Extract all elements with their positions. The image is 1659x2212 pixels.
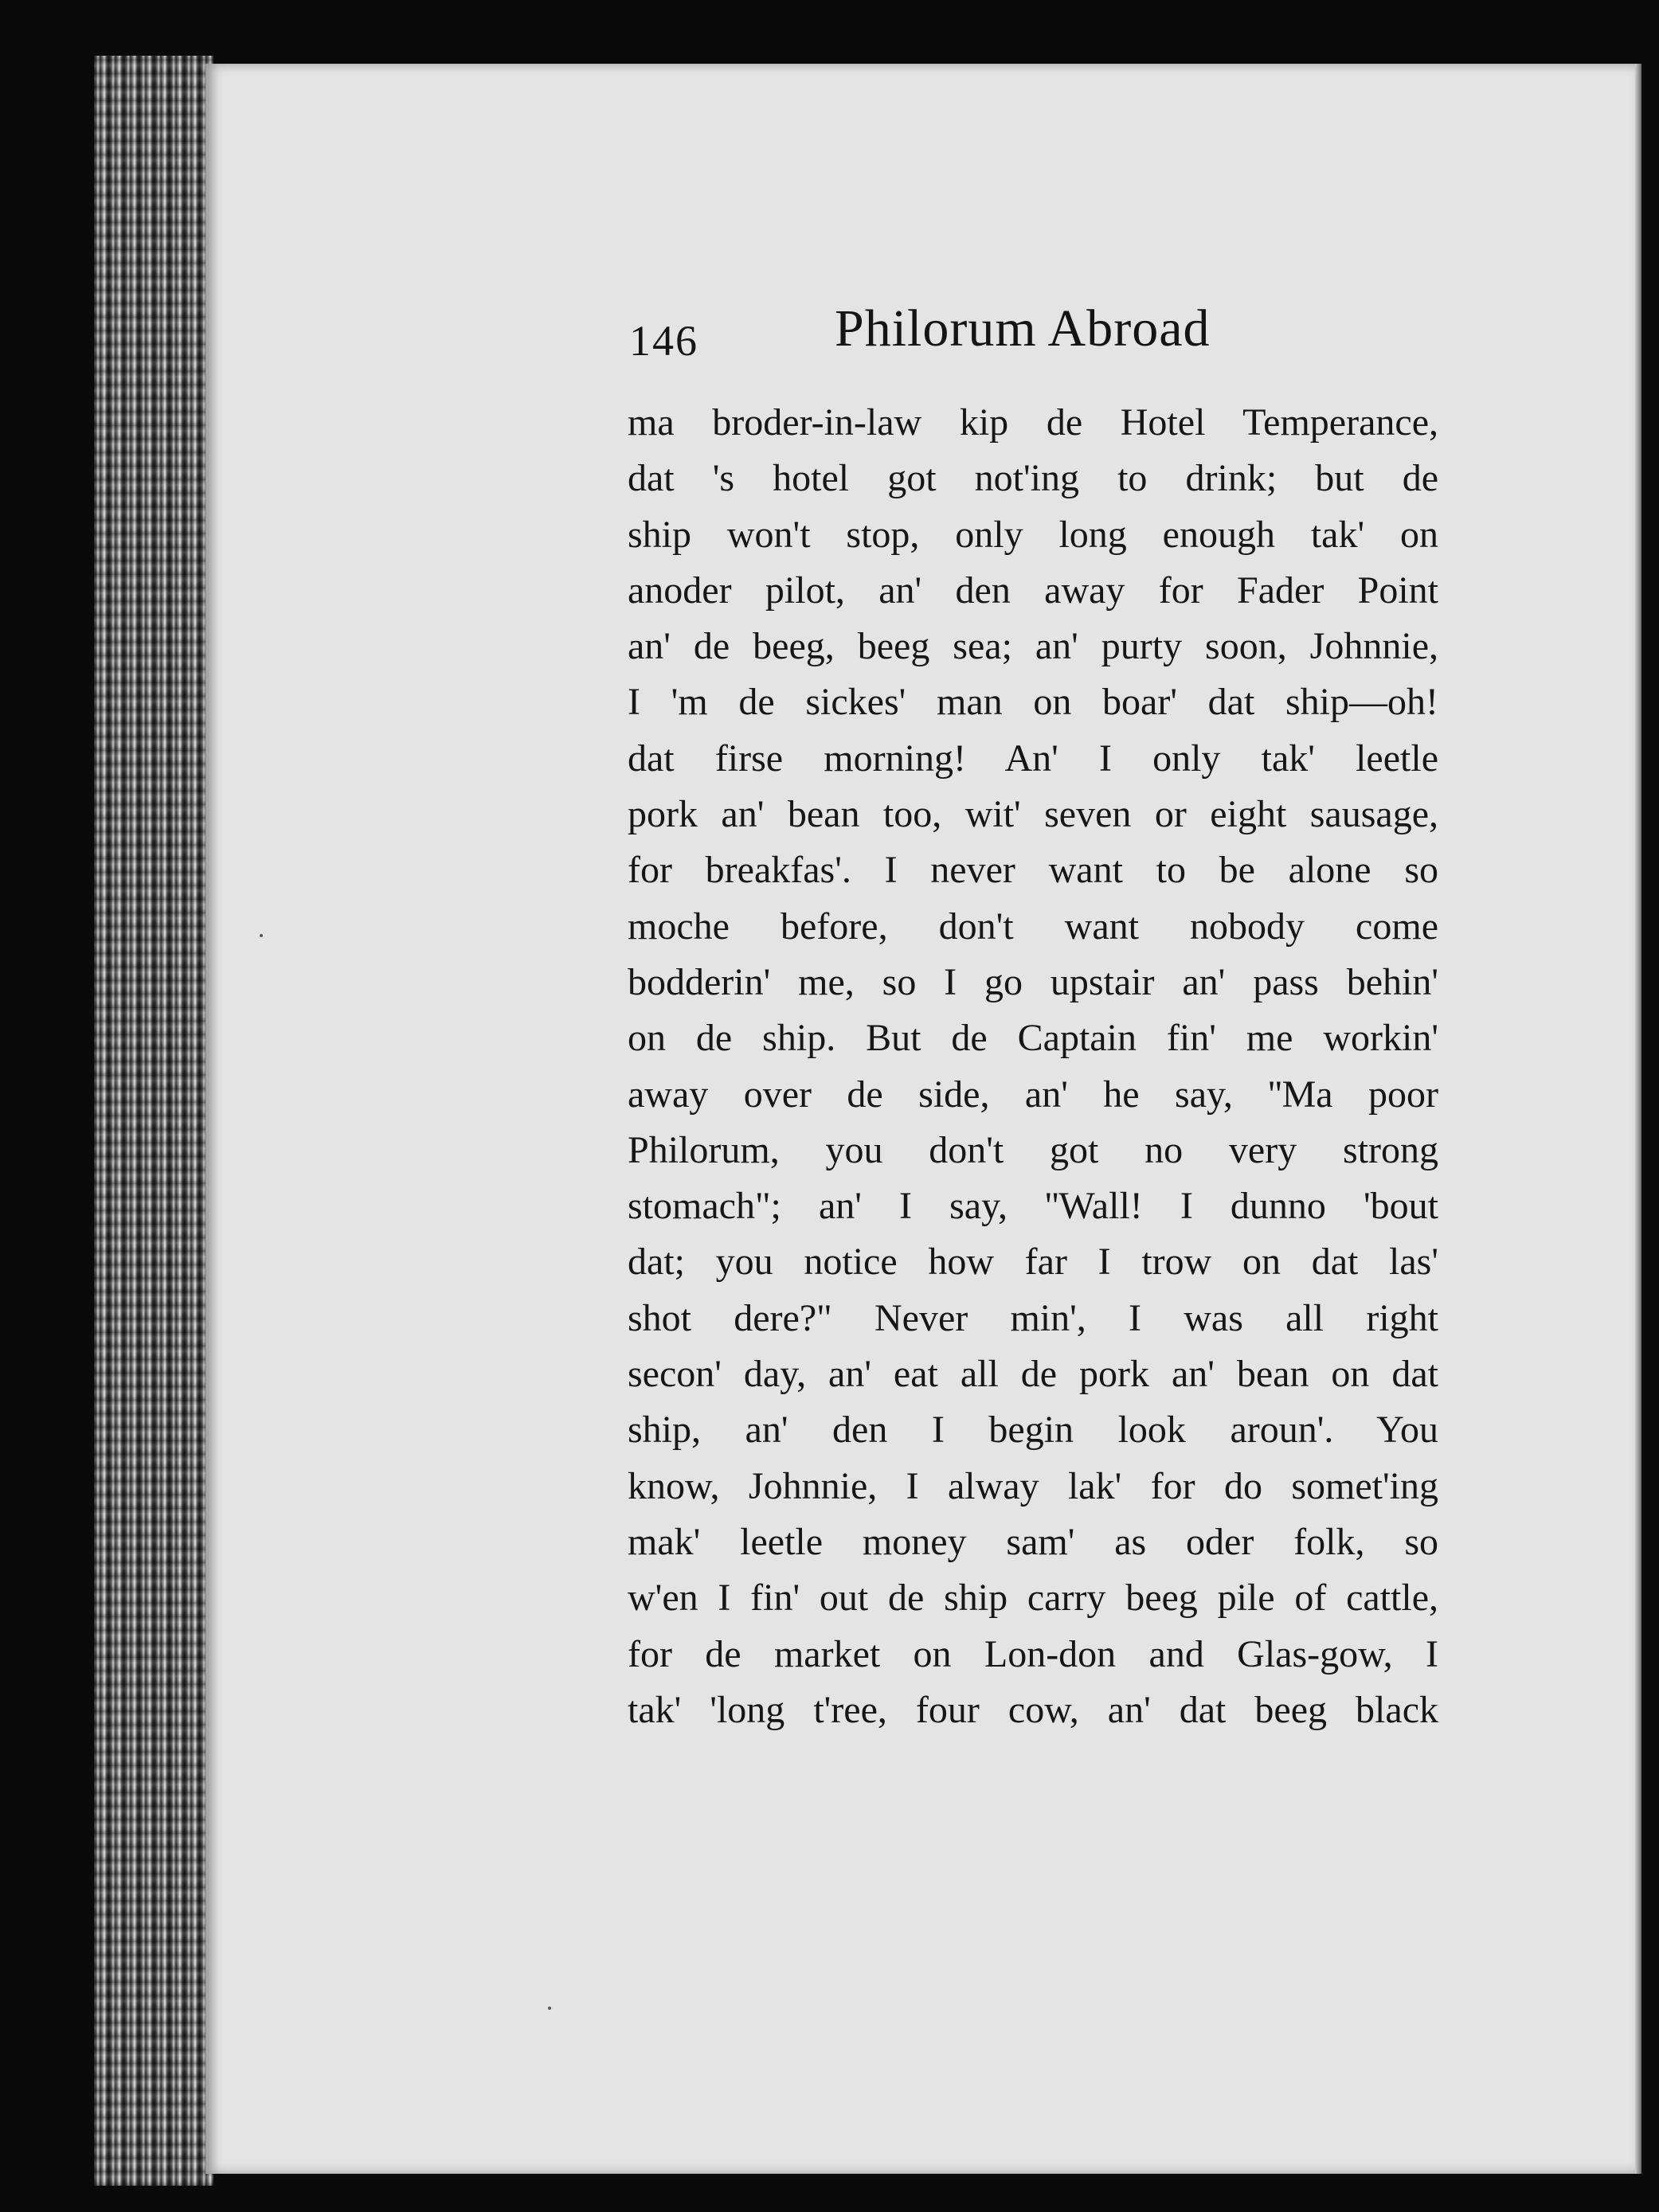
page-right-edge [1635,64,1641,2174]
paper-speck [260,934,263,937]
text-line: ship, an' den I begin look aroun'. You [628,1409,1438,1452]
text-line: dat 's hotel got not'ing to drink; but de [628,457,1438,500]
text-line: ma broder-in-law kip de Hotel Temperance, [628,401,1438,444]
book-spine-edge [94,56,213,2186]
text-line: an' de beeg, beeg sea; an' purty soon, Johnnie, [628,625,1438,668]
text-line: bodderin' me, so I go upstair an' pass behin' [628,960,1438,1003]
text-line: for de market on Lon-don and Glas-gow, I [628,1632,1438,1675]
text-line: know, Johnnie, I alway lak' for do somet'ing [628,1464,1438,1507]
text-line: w'en I fin' out de ship carry beeg pile of cattle, [628,1577,1438,1620]
text-line: shot dere?" Never min', I was all right [628,1296,1438,1339]
text-line: anoder pilot, an' den away for Fader Point [628,569,1438,612]
text-line: away over de side, an' he say, ''Ma poor [628,1073,1438,1116]
text-line: ship won't stop, only long enough tak' on [628,513,1438,556]
body-text [628,395,1438,1738]
text-line: mak' leetle money sam' as oder folk, so [628,1520,1438,1563]
text-line: pork an' bean too, wit' seven or eight sausage, [628,793,1438,836]
running-head [629,299,1234,370]
paper-speck [548,2007,551,2010]
text-line: stomach"; an' I say, ''Wall! I dunno 'bout [628,1185,1438,1228]
text-line: Philorum, you don't got no very strong [628,1128,1438,1171]
book-title: Philorum Abroad [835,299,1211,358]
text-line: secon' day, an' eat all de pork an' bean on dat [628,1353,1438,1396]
text-line: moche before, don't want nobody come [628,905,1438,948]
page-number: 146 [629,317,698,365]
text-line: on de ship. But de Captain fin' me workin' [628,1017,1438,1060]
text-line: I 'm de sickes' man on boar' dat ship—oh! [628,681,1438,724]
text-line: for breakfas'. I never want to be alone so [628,849,1438,892]
text-line: tak' 'long t'ree, four cow, an' dat beeg black [628,1688,1438,1731]
text-line: dat firse morning! An' I only tak' leetle [628,737,1438,780]
text-line: dat; you notice how far I trow on dat las' [628,1241,1438,1284]
